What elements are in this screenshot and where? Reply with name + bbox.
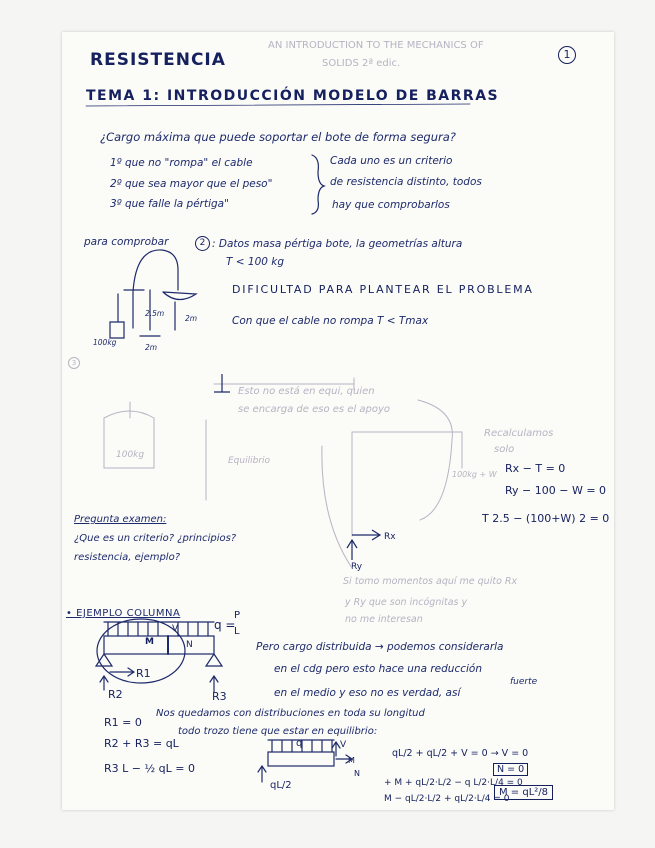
book-reference-line1: AN INTRODUCTION TO THE MECHANICS OF [268, 40, 484, 51]
criterion-1: 1º que no "rompa" el cable [110, 157, 253, 169]
segment-n-label: N [354, 769, 360, 778]
equation-r2-r3: R2 + R3 = qL [104, 737, 179, 750]
book-reference-line2: SOLIDS 2ª edic. [322, 58, 401, 69]
page-number: 1 [558, 46, 576, 64]
brace-note-line3: hay que comprobarlos [332, 199, 450, 211]
equilibrium-label: Equilibrio [228, 456, 271, 466]
segment-reaction-label: qL/2 [270, 780, 292, 791]
exam-question-line2: ¿Que es un criterio? ¿principios? [74, 533, 237, 544]
result-eq-shear: qL/2 + qL/2 + V = 0 → V = 0 [392, 748, 529, 759]
section-underline [86, 104, 470, 106]
main-question: ¿Cargo máxima que puede soportar el bote de forma segura? [100, 130, 456, 144]
example-text-line2b: fuerte [510, 677, 538, 687]
bucket-sketch [104, 411, 154, 468]
fbd-arc [418, 400, 452, 520]
beam-shear-label: V [172, 624, 179, 634]
example-title: • EJEMPLO COLUMNA [66, 608, 181, 619]
brace-note-line2: de resistencia distinto, todos [330, 176, 482, 188]
r2-arrow [100, 676, 108, 690]
fbd-footnote-line3: no me interesan [345, 614, 423, 625]
cable-condition: Con que el cable no rompa T < Tmax [232, 315, 429, 327]
segment-m-label: M [348, 756, 355, 765]
example-text-line4: Nos quedamos con distribuciones en toda su longitud [156, 708, 425, 719]
beam-normal-label: N [186, 640, 193, 650]
recalc-title-line1: Recalculamos [484, 428, 554, 439]
crane-mass [110, 290, 144, 338]
criterion-2: 2º que sea mayor que el peso" [110, 178, 273, 190]
step-marker-3: 3 [68, 357, 80, 369]
segment-load [268, 740, 334, 752]
fbd-rx-label: Rx [384, 532, 396, 542]
crane-pole [133, 250, 178, 328]
section-title: TEMA 1: INTRODUCCIÓN MODELO DE BARRAS [86, 88, 500, 104]
exam-question-line3: resistencia, ejemplo? [74, 552, 181, 563]
equation-r3-moment: R3 L − ½ qL = 0 [104, 762, 195, 775]
sketch-height-2: 2m [185, 314, 198, 323]
segment-reaction-arrow [258, 766, 266, 782]
example-text-line2: en el cdg pero esto hace una reducción [274, 663, 483, 675]
segment-body [268, 752, 334, 766]
fbd-beam [214, 378, 354, 390]
sketch-mass-label: 100kg [93, 338, 117, 347]
bucket-mass: 100kg [116, 450, 145, 460]
rx-arrow [352, 530, 380, 540]
brace-stroke [312, 155, 324, 214]
r1-arrow [110, 668, 134, 676]
ry-arrow [347, 540, 357, 560]
result-normal-box: N = 0 [493, 763, 528, 776]
difficulty-statement: DIFICULTAD PARA PLANTEAR EL PROBLEMA [232, 283, 534, 296]
beam-r3-label: R3 [212, 690, 227, 703]
beam-body [104, 636, 214, 654]
support-mark [214, 374, 230, 392]
q-formula-denominator: L [234, 626, 240, 637]
result-eq-moment1: + M + qL/2·L/2 − q L/2·L/4 = 0 [384, 778, 523, 788]
result-eq-moment2: M − qL/2·L/2 + qL/2·L/4 = 0 [384, 794, 510, 804]
equation-ry: Ry − 100 − W = 0 [505, 484, 607, 497]
sketch-height-1: 2.5m [145, 309, 165, 318]
sketch-base-length: 2m [145, 343, 158, 352]
criterion-3: 3º que falle la pértiga" [110, 198, 229, 210]
beam-supports [96, 654, 222, 666]
beam-moment-label: M [145, 637, 154, 647]
result-final-moment: M = qL²/8 [494, 785, 553, 800]
equation-r1: R1 = 0 [104, 716, 142, 729]
given-data-line2: T < 100 kg [226, 256, 285, 268]
fbd-footnote-line2: y Ry que son incógnitas y [345, 597, 468, 608]
beam-highlight-circle [97, 619, 185, 683]
example-text-line5: todo trozo tiene que estar en equilibrio: [178, 726, 378, 737]
equation-moment: T 2.5 − (100+W) 2 = 0 [482, 512, 610, 525]
segment-q-label: q [296, 738, 303, 749]
recalc-title-line2: solo [494, 444, 515, 455]
example-text-line3: en el medio y eso no es verdad, así [274, 687, 461, 699]
equation-rx: Rx − T = 0 [505, 462, 566, 475]
beam-r2-label: R2 [108, 688, 123, 701]
brace-note-line1: Cada uno es un criterio [330, 155, 453, 167]
example-text-line1: Pero cargo distribuida → podemos considerarla [256, 641, 504, 653]
crane-basket [163, 292, 196, 300]
given-data-line1: : Datos masa pértiga bote, la geometrías altura [212, 238, 463, 250]
r3-arrow [210, 676, 218, 692]
fbd-note-line2: se encarga de eso es el apoyo [238, 404, 391, 415]
load-label: 100kg + W [452, 470, 497, 479]
segment-v-label: V [340, 740, 347, 750]
step-marker-2: 2 [195, 236, 210, 251]
beam-r1-label: R1 [136, 667, 151, 680]
page-title: RESISTENCIA [90, 50, 226, 70]
fbd-ry-label: Ry [351, 562, 363, 572]
distributed-load [104, 622, 214, 636]
q-formula-left: q = [214, 618, 236, 632]
fbd-footnote-line1: Si tomo momentos aquí me quito Rx [343, 576, 518, 587]
segment-internal-arrows [332, 742, 352, 763]
q-formula-numerator: P [234, 610, 241, 621]
fbd-note-line1: Esto no está en equi, quien [238, 386, 375, 397]
to-check-lead: para comprobar [84, 236, 169, 248]
exam-question-title: Pregunta examen: [74, 514, 167, 525]
